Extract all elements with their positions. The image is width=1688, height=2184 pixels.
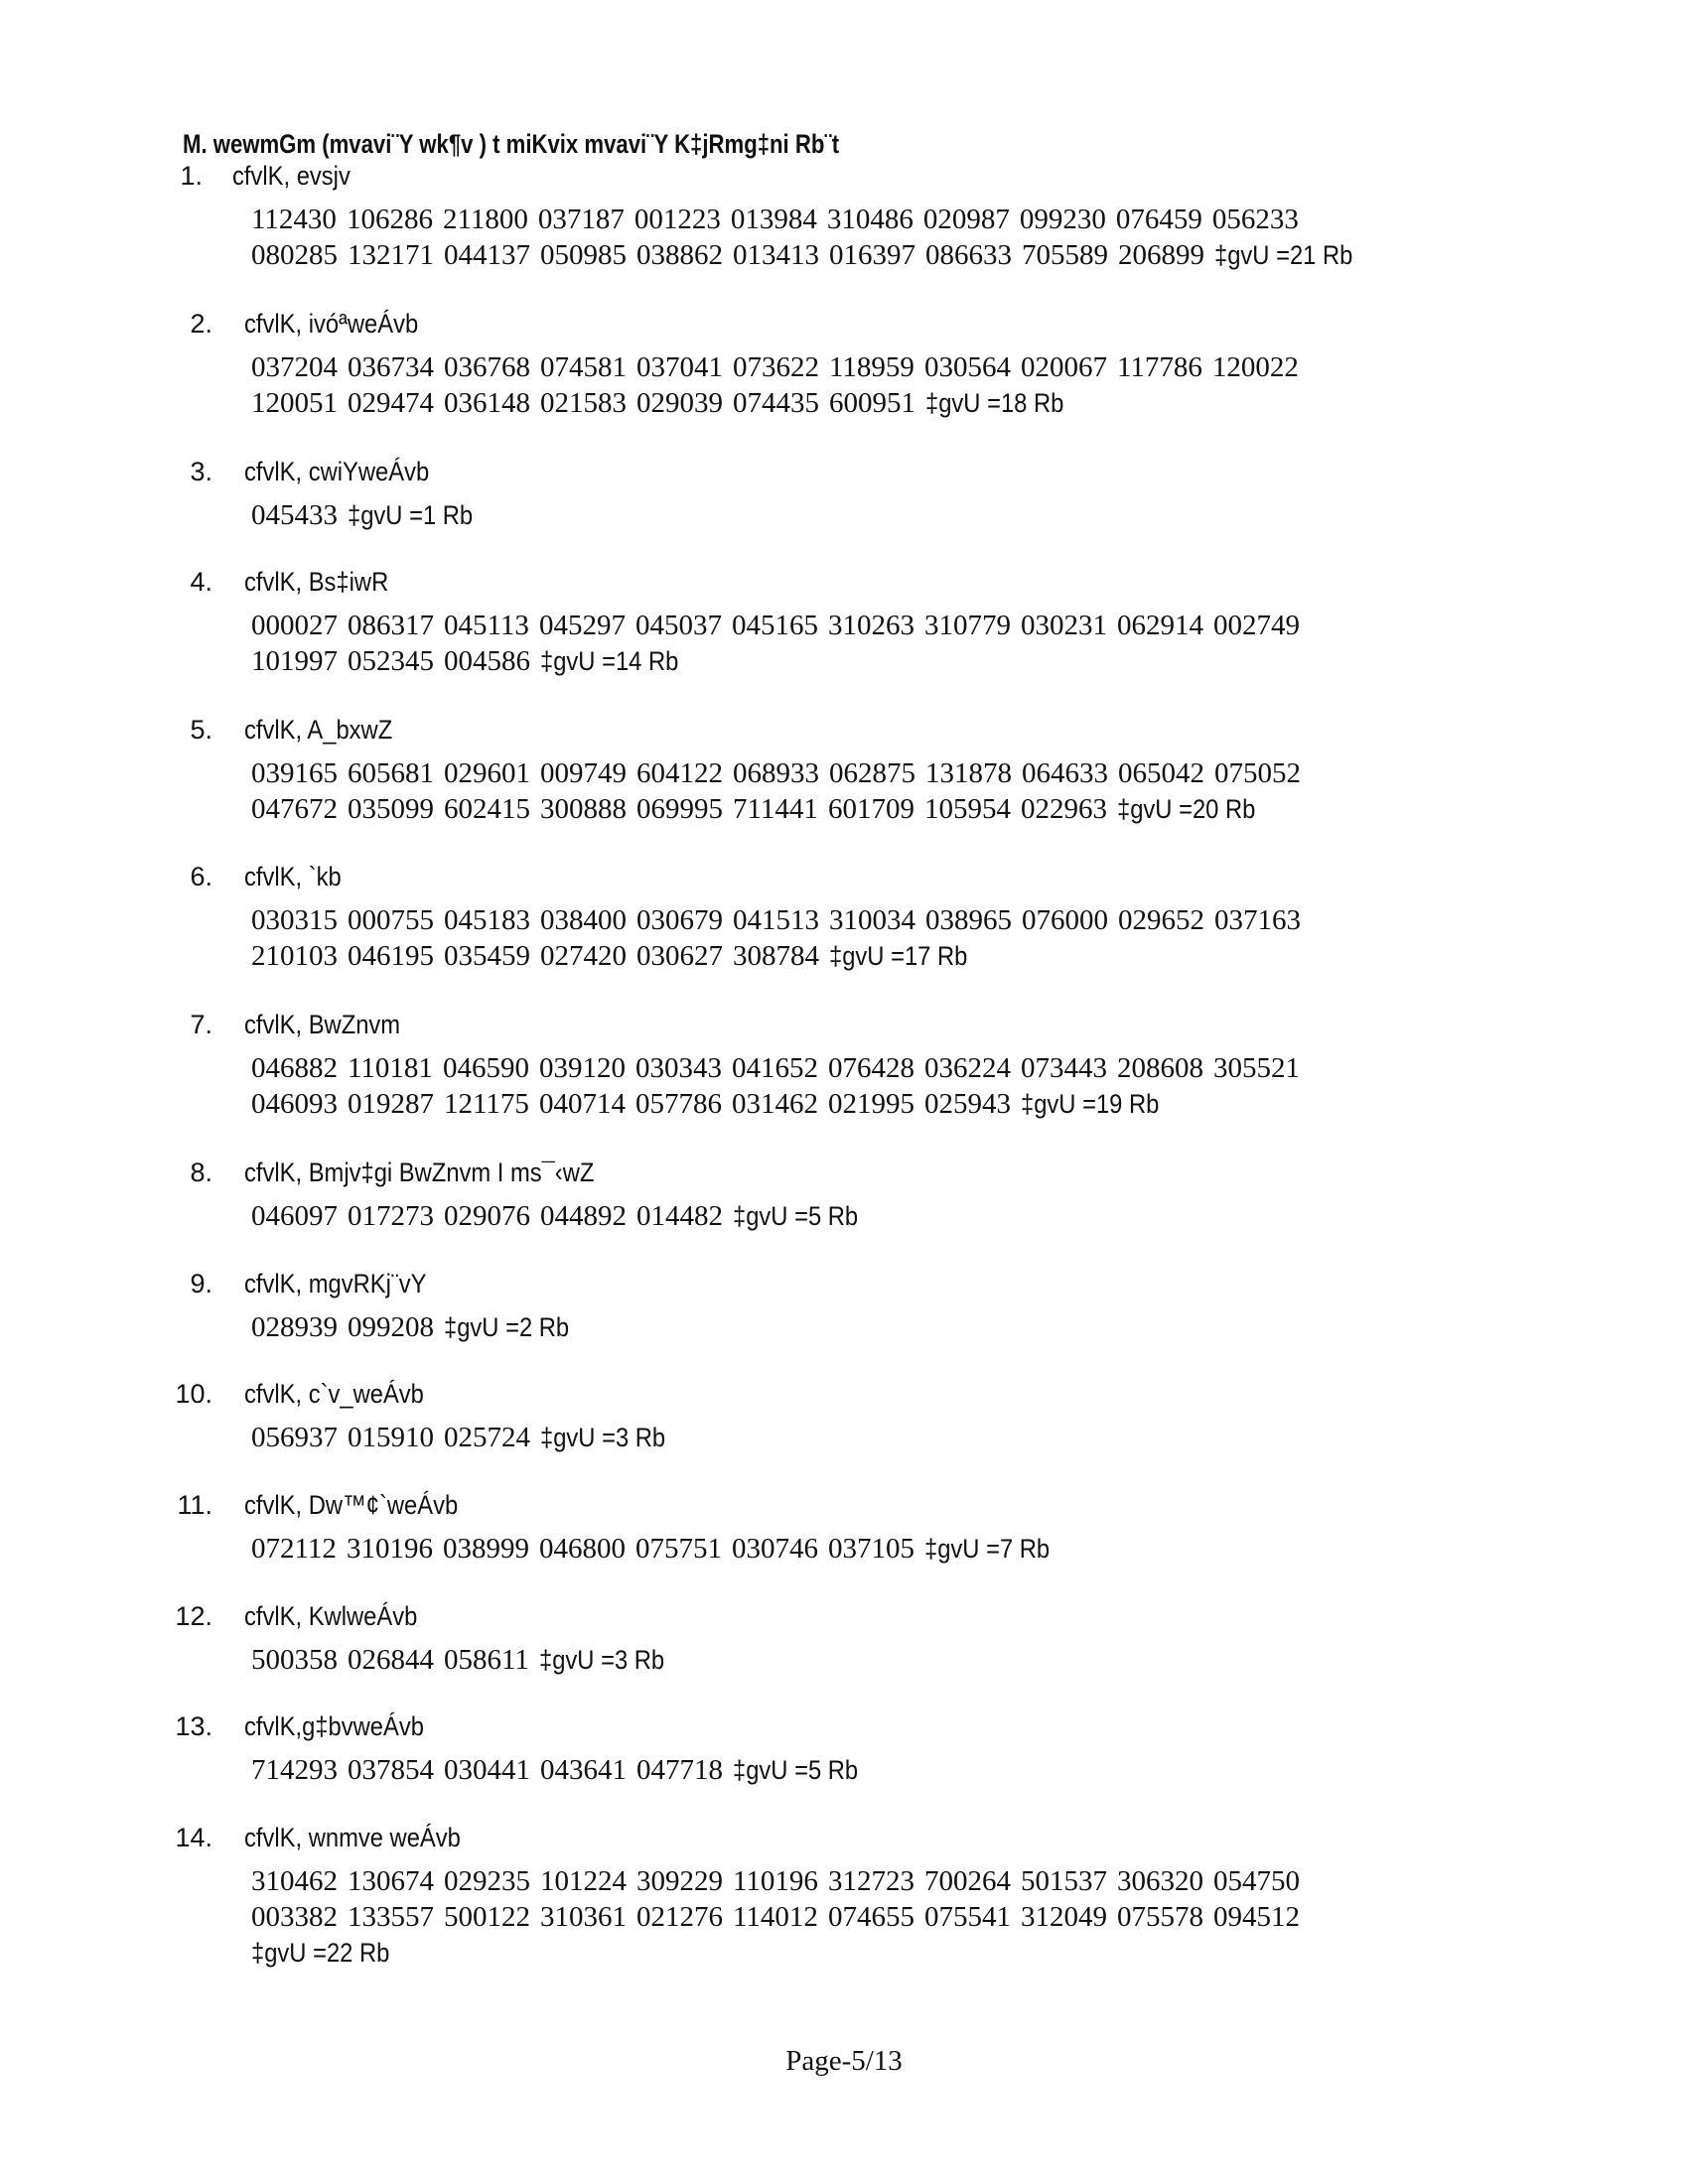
code-line xyxy=(251,497,490,533)
section-number: 5. xyxy=(190,715,212,745)
roll-code: 099230 xyxy=(1019,204,1106,235)
roll-code: 306320 xyxy=(1116,1865,1203,1897)
roll-code: 714293 xyxy=(251,1754,338,1786)
code-line xyxy=(251,1198,875,1234)
roll-code: 029474 xyxy=(348,387,434,419)
roll-code: 208608 xyxy=(1116,1052,1203,1084)
code-line xyxy=(251,1309,586,1345)
code-lines xyxy=(251,902,1311,974)
roll-code: 501537 xyxy=(1020,1865,1107,1897)
roll-code: 037041 xyxy=(636,351,723,383)
section-number: 11. xyxy=(177,1490,212,1520)
roll-code: 132171 xyxy=(348,239,434,271)
section-total: ‡gvU =3 Rb xyxy=(540,1423,666,1452)
roll-code: 030746 xyxy=(731,1533,818,1565)
section-label: cfvlK, wnmve weÁvb xyxy=(244,1823,461,1852)
roll-code: 045183 xyxy=(444,904,530,936)
roll-code: 036768 xyxy=(444,351,530,383)
roll-code: 019287 xyxy=(348,1088,434,1120)
roll-code: 025943 xyxy=(923,1088,1011,1120)
roll-code: 030231 xyxy=(1020,610,1107,641)
code-line xyxy=(251,1086,1310,1122)
code-line xyxy=(251,349,1309,385)
code-lines xyxy=(251,1531,1066,1567)
roll-code: 030441 xyxy=(444,1754,530,1786)
code-line xyxy=(251,938,1311,974)
roll-code: 009749 xyxy=(540,757,627,789)
roll-code: 030564 xyxy=(923,351,1011,383)
code-lines xyxy=(251,349,1309,421)
code-line xyxy=(251,608,1310,643)
code-line xyxy=(251,1642,681,1678)
code-lines xyxy=(251,497,490,533)
roll-code: 056233 xyxy=(1211,204,1299,235)
section-total: ‡gvU =5 Rb xyxy=(733,1201,859,1231)
roll-code: 040714 xyxy=(538,1088,626,1120)
roll-code: 206899 xyxy=(1118,239,1204,271)
roll-code: 037204 xyxy=(251,351,338,383)
roll-code: 057786 xyxy=(634,1088,722,1120)
code-line xyxy=(251,643,1310,679)
roll-code: 300888 xyxy=(540,793,627,825)
roll-code: 075578 xyxy=(1116,1901,1203,1933)
roll-code: 001223 xyxy=(633,204,721,235)
roll-code: 073622 xyxy=(733,351,819,383)
section-number: 1. xyxy=(180,161,203,191)
roll-code: 045433 xyxy=(251,499,338,531)
roll-code: 016397 xyxy=(829,239,915,271)
roll-code: 037854 xyxy=(348,1754,434,1786)
code-lines xyxy=(251,1752,875,1788)
roll-code: 044137 xyxy=(444,239,530,271)
roll-code: 046882 xyxy=(251,1052,338,1084)
roll-code: 046800 xyxy=(538,1533,626,1565)
roll-code: 045037 xyxy=(634,610,722,641)
roll-code: 038400 xyxy=(540,904,627,936)
roll-code: 044892 xyxy=(540,1200,627,1232)
roll-code: 312723 xyxy=(827,1865,914,1897)
code-line xyxy=(251,385,1309,421)
section-label: cfvlK, c`v_weÁvb xyxy=(244,1379,424,1409)
code-line xyxy=(251,1531,1066,1567)
code-lines xyxy=(251,1050,1310,1122)
roll-code: 700264 xyxy=(923,1865,1011,1897)
section-label: cfvlK, mgvRKj¨vY xyxy=(244,1269,427,1298)
roll-code: 039120 xyxy=(538,1052,626,1084)
roll-code: 308784 xyxy=(733,940,819,972)
roll-code: 073443 xyxy=(1020,1052,1107,1084)
code-lines xyxy=(251,1642,681,1678)
roll-code: 038965 xyxy=(925,904,1012,936)
roll-code: 600951 xyxy=(829,387,915,419)
roll-code: 105954 xyxy=(923,793,1011,825)
roll-code: 036224 xyxy=(923,1052,1011,1084)
roll-code: 043641 xyxy=(540,1754,627,1786)
roll-code: 030627 xyxy=(636,940,723,972)
section-label: cfvlK, Bmjv‡gi BwZnvm I ms¯‹wZ xyxy=(244,1158,595,1187)
roll-code: 036734 xyxy=(348,351,434,383)
roll-code: 500358 xyxy=(251,1644,338,1676)
section-label: cfvlK, KwlweÁvb xyxy=(244,1601,418,1631)
roll-code: 020987 xyxy=(922,204,1010,235)
roll-code: 072112 xyxy=(251,1533,337,1565)
roll-code: 038862 xyxy=(636,239,723,271)
roll-code: 021995 xyxy=(827,1088,914,1120)
roll-code: 074435 xyxy=(733,387,819,419)
roll-code: 210103 xyxy=(251,940,338,972)
page-number: Page-5/13 xyxy=(785,2045,903,2077)
roll-code: 004586 xyxy=(444,645,530,677)
roll-code: 310361 xyxy=(540,1901,627,1933)
roll-code: 310263 xyxy=(827,610,914,641)
roll-code: 120022 xyxy=(1211,351,1299,383)
page-heading: M. wewmGm (mvavi¨Y wk¶v ) t miKvix mvavi¨Y K‡jRmg‡ni Rb¨t xyxy=(183,129,840,159)
roll-code: 020067 xyxy=(1020,351,1107,383)
roll-code: 065042 xyxy=(1118,757,1204,789)
code-lines xyxy=(251,608,1310,679)
section-total: ‡gvU =19 Rb xyxy=(1020,1089,1160,1119)
roll-code: 705589 xyxy=(1022,239,1108,271)
roll-code: 037163 xyxy=(1214,904,1301,936)
section-number: 7. xyxy=(190,1010,212,1039)
roll-code: 054750 xyxy=(1212,1865,1300,1897)
section-label: cfvlK, BwZnvm xyxy=(244,1010,401,1039)
roll-code: 021583 xyxy=(540,387,627,419)
roll-code: 037105 xyxy=(827,1533,914,1565)
roll-code: 045113 xyxy=(444,610,529,641)
roll-code: 133557 xyxy=(348,1901,434,1933)
code-line xyxy=(251,1050,1310,1086)
roll-code: 046590 xyxy=(442,1052,529,1084)
roll-code: 076000 xyxy=(1022,904,1108,936)
section-total: ‡gvU =2 Rb xyxy=(444,1312,570,1342)
roll-code: 305521 xyxy=(1212,1052,1300,1084)
roll-code: 110181 xyxy=(348,1052,433,1084)
roll-code: 075052 xyxy=(1214,757,1301,789)
roll-code: 031462 xyxy=(731,1088,818,1120)
roll-code: 029039 xyxy=(636,387,723,419)
code-lines xyxy=(251,1198,875,1234)
roll-code: 036148 xyxy=(444,387,530,419)
roll-code: 075751 xyxy=(634,1533,722,1565)
roll-code: 014482 xyxy=(636,1200,723,1232)
section-label: cfvlK, `kb xyxy=(244,862,342,891)
section-total: ‡gvU =18 Rb xyxy=(925,388,1064,418)
code-lines xyxy=(251,1863,1310,1971)
roll-code: 068933 xyxy=(733,757,819,789)
roll-code: 045165 xyxy=(731,610,818,641)
section-total: ‡gvU =7 Rb xyxy=(923,1534,1051,1564)
roll-code: 021276 xyxy=(636,1901,723,1933)
roll-code: 114012 xyxy=(733,1901,818,1933)
roll-code: 030679 xyxy=(636,904,723,936)
code-lines xyxy=(251,755,1311,827)
section-total: ‡gvU =14 Rb xyxy=(540,646,679,676)
roll-code: 130674 xyxy=(348,1865,434,1897)
roll-code: 110196 xyxy=(733,1865,818,1897)
section-label: cfvlK, A_bxwZ xyxy=(244,715,393,745)
section-number: 10. xyxy=(175,1379,212,1409)
section-label: cfvlK, Bs‡iwR xyxy=(244,567,389,597)
roll-code: 131878 xyxy=(925,757,1012,789)
code-line xyxy=(251,1935,1310,1971)
roll-code: 601709 xyxy=(827,793,914,825)
roll-code: 015910 xyxy=(348,1422,434,1453)
roll-code: 029601 xyxy=(444,757,530,789)
roll-code: 312049 xyxy=(1020,1901,1107,1933)
code-lines xyxy=(251,1420,682,1455)
roll-code: 711441 xyxy=(733,793,818,825)
roll-code: 025724 xyxy=(444,1422,530,1453)
roll-code: 211800 xyxy=(442,204,528,235)
roll-code: 112430 xyxy=(251,204,337,235)
roll-code: 086317 xyxy=(348,610,434,641)
roll-code: 041513 xyxy=(733,904,819,936)
roll-code: 046097 xyxy=(251,1200,338,1232)
roll-code: 041652 xyxy=(731,1052,818,1084)
roll-code: 035459 xyxy=(444,940,530,972)
section-total: ‡gvU =5 Rb xyxy=(733,1755,859,1785)
roll-code: 117786 xyxy=(1116,351,1202,383)
section-number: 13. xyxy=(175,1711,212,1741)
roll-code: 013984 xyxy=(730,204,817,235)
roll-code: 017273 xyxy=(348,1200,434,1232)
code-line xyxy=(251,1863,1310,1899)
code-line xyxy=(251,902,1311,938)
roll-code: 075541 xyxy=(923,1901,1011,1933)
roll-code: 076428 xyxy=(827,1052,914,1084)
roll-code: 604122 xyxy=(636,757,723,789)
roll-code: 003382 xyxy=(251,1901,338,1933)
roll-code: 074581 xyxy=(540,351,627,383)
roll-code: 037187 xyxy=(537,204,625,235)
code-line xyxy=(251,237,1371,273)
roll-code: 026844 xyxy=(348,1644,434,1676)
roll-code: 000027 xyxy=(251,610,338,641)
section-number: 2. xyxy=(190,309,212,339)
roll-code: 056937 xyxy=(251,1422,338,1453)
section-number: 12. xyxy=(175,1601,212,1631)
section-number: 6. xyxy=(190,862,212,891)
roll-code: 064633 xyxy=(1022,757,1108,789)
roll-code: 029652 xyxy=(1118,904,1204,936)
code-line xyxy=(251,755,1311,791)
roll-code: 310779 xyxy=(923,610,1011,641)
section-number: 9. xyxy=(190,1269,212,1298)
roll-code: 030315 xyxy=(251,904,338,936)
roll-code: 086633 xyxy=(925,239,1012,271)
section-total: ‡gvU =22 Rb xyxy=(251,1938,390,1968)
roll-code: 046195 xyxy=(348,940,434,972)
roll-code: 045297 xyxy=(538,610,626,641)
roll-code: 101997 xyxy=(251,645,338,677)
section-total: ‡gvU =17 Rb xyxy=(829,941,968,971)
section-label: cfvlK, cwiYweÁvb xyxy=(244,457,430,486)
roll-code: 046093 xyxy=(251,1088,338,1120)
code-lines xyxy=(251,202,1371,273)
roll-code: 101224 xyxy=(540,1865,627,1897)
roll-code: 069995 xyxy=(636,793,723,825)
roll-code: 310462 xyxy=(251,1865,338,1897)
code-line xyxy=(251,202,1371,237)
section-label: cfvlK, ivóªweÁvb xyxy=(244,309,419,339)
roll-code: 310034 xyxy=(829,904,915,936)
section-total: ‡gvU =20 Rb xyxy=(1116,794,1256,824)
roll-code: 605681 xyxy=(348,757,434,789)
roll-code: 310196 xyxy=(346,1533,433,1565)
roll-code: 039165 xyxy=(251,757,338,789)
roll-code: 058611 xyxy=(444,1644,529,1676)
section-label: cfvlK, Dw™¢`weÁvb xyxy=(244,1490,459,1520)
section-label: cfvlK,g‡bvweÁvb xyxy=(244,1711,424,1741)
roll-code: 121175 xyxy=(444,1088,529,1120)
roll-code: 028939 xyxy=(251,1311,338,1343)
roll-code: 013413 xyxy=(733,239,819,271)
roll-code: 052345 xyxy=(348,645,434,677)
roll-code: 062914 xyxy=(1116,610,1203,641)
roll-code: 000755 xyxy=(348,904,434,936)
roll-code: 047718 xyxy=(636,1754,723,1786)
section-total: ‡gvU =3 Rb xyxy=(538,1645,665,1675)
roll-code: 027420 xyxy=(540,940,627,972)
section-number: 4. xyxy=(190,567,212,597)
roll-code: 002749 xyxy=(1212,610,1300,641)
code-line xyxy=(251,1899,1310,1935)
section-total: ‡gvU =21 Rb xyxy=(1214,240,1353,270)
roll-code: 038999 xyxy=(442,1533,529,1565)
roll-code: 029235 xyxy=(444,1865,530,1897)
section-total: ‡gvU =1 Rb xyxy=(348,500,474,530)
roll-code: 120051 xyxy=(251,387,338,419)
section-number: 3. xyxy=(190,457,212,486)
code-lines xyxy=(251,1309,586,1345)
roll-code: 106286 xyxy=(346,204,433,235)
roll-code: 047672 xyxy=(251,793,338,825)
code-line xyxy=(251,1420,682,1455)
roll-code: 309229 xyxy=(636,1865,723,1897)
section-number: 14. xyxy=(175,1823,212,1852)
roll-code: 035099 xyxy=(348,793,434,825)
code-line xyxy=(251,791,1311,827)
roll-code: 118959 xyxy=(829,351,914,383)
code-line xyxy=(251,1752,875,1788)
roll-code: 050985 xyxy=(540,239,627,271)
section-label: cfvlK, evsjv xyxy=(232,161,351,191)
roll-code: 029076 xyxy=(444,1200,530,1232)
roll-code: 030343 xyxy=(634,1052,722,1084)
roll-code: 099208 xyxy=(348,1311,434,1343)
section-number: 8. xyxy=(190,1158,212,1187)
roll-code: 080285 xyxy=(251,239,338,271)
roll-code: 500122 xyxy=(444,1901,530,1933)
roll-code: 602415 xyxy=(444,793,530,825)
roll-code: 310486 xyxy=(826,204,914,235)
roll-code: 074655 xyxy=(827,1901,914,1933)
roll-code: 094512 xyxy=(1212,1901,1300,1933)
roll-code: 076459 xyxy=(1115,204,1202,235)
roll-code: 022963 xyxy=(1020,793,1107,825)
roll-code: 062875 xyxy=(829,757,915,789)
